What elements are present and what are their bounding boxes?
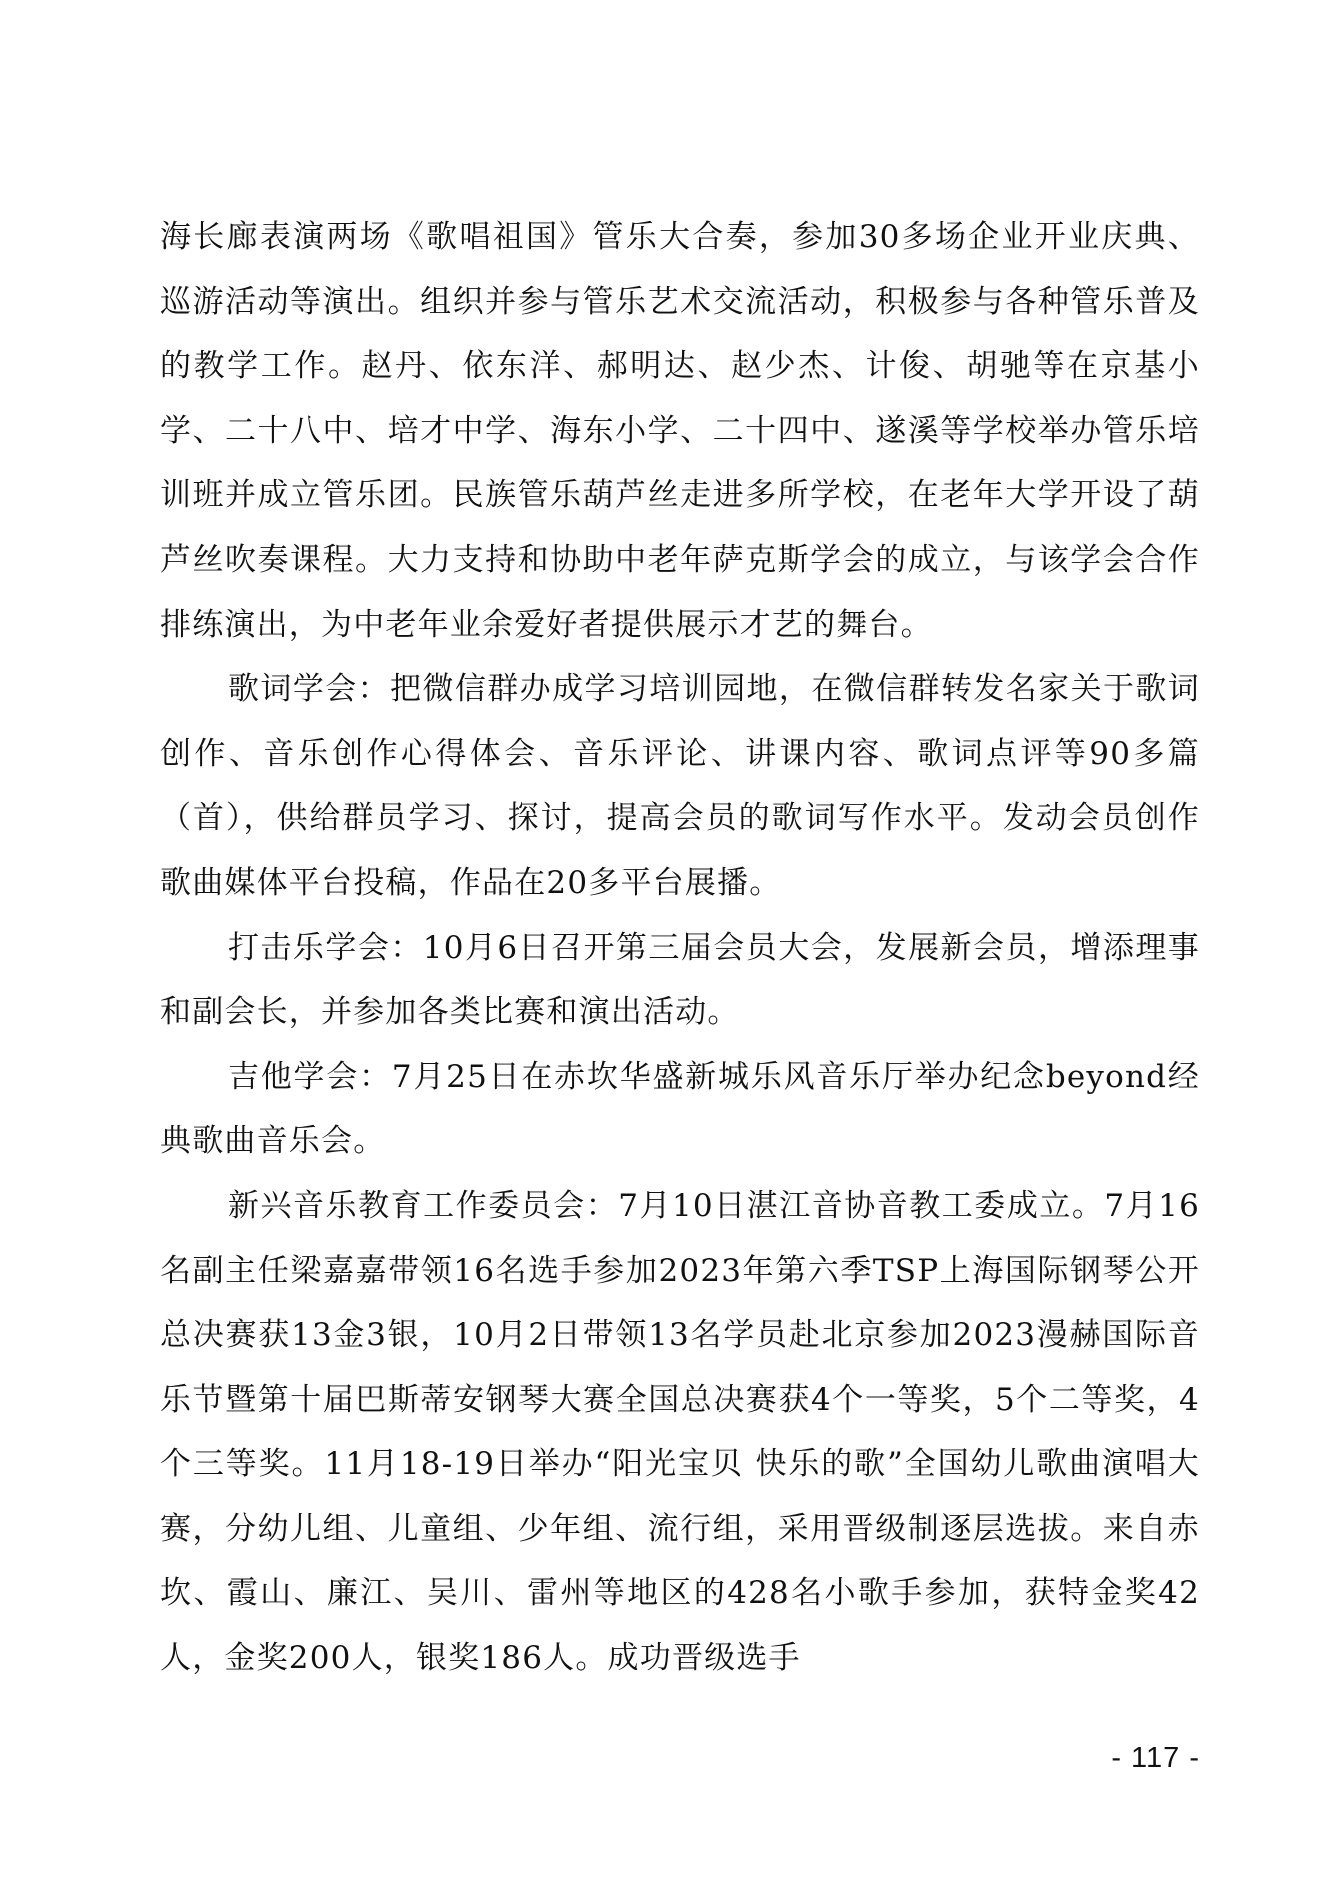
- paragraph-music-education-committee: 新兴音乐教育工作委员会：7月10日湛江音协音教工委成立。7月16名副主任梁嘉嘉带领16名选手参加2023年第六季TSP上海国际钢琴公开总决赛获13金3银，10月2日带领13名学员赴北京参加2023漫赫国际音乐节暨第十届巴斯蒂安钢琴大赛全国总决赛获4个一等奖，5个二等奖，4个三等奖。11月18-19日举办“阳光宝贝 快乐的歌”全国幼儿歌曲演唱大赛，分幼儿组、儿童组、少年组、流行组，采用晋级制逐层选拔。来自赤坎、霞山、廉江、吴川、雷州等地区的428名小歌手参加，获特金奖42人，金奖200人，银奖186人。成功晋级选手: [160, 1187, 1200, 1677]
- body-text: [160, 205, 1200, 1691]
- page-number: - 117 -: [1111, 1742, 1200, 1774]
- paragraph-guitar-society: 吉他学会：7月25日在赤坎华盛新城乐风音乐厅举办纪念beyond经典歌曲音乐会。: [160, 1058, 1200, 1160]
- paragraph-wind-music-continued: 海长廊表演两场《歌唱祖国》管乐大合奏，参加30多场企业开业庆典、巡游活动等演出。组织并参与管乐艺术交流活动，积极参与各种管乐普及的教学工作。赵丹、依东洋、郝明达、赵少杰、计俊、胡驰等在京基小学、二十八中、培才中学、海东小学、二十四中、遂溪等学校举办管乐培训班并成立管乐团。民族管乐葫芦丝走进多所学校，在老年大学开设了葫芦丝吹奏课程。大力支持和协助中老年萨克斯学会的成立，与该学会合作排练演出，为中老年业余爱好者提供展示才艺的舞台。: [160, 219, 1200, 643]
- paragraph-percussion-society: 打击乐学会：10月6日召开第三届会员大会，发展新会员，增添理事和副会长，并参加各类比赛和演出活动。: [160, 929, 1200, 1031]
- paragraph-lyrics-society: 歌词学会：把微信群办成学习培训园地，在微信群转发名家关于歌词创作、音乐创作心得体会、音乐评论、讲课内容、歌词点评等90多篇（首），供给群员学习、探讨，提高会员的歌词写作水平。发动会员创作歌曲媒体平台投稿，作品在20多平台展播。: [160, 671, 1200, 901]
